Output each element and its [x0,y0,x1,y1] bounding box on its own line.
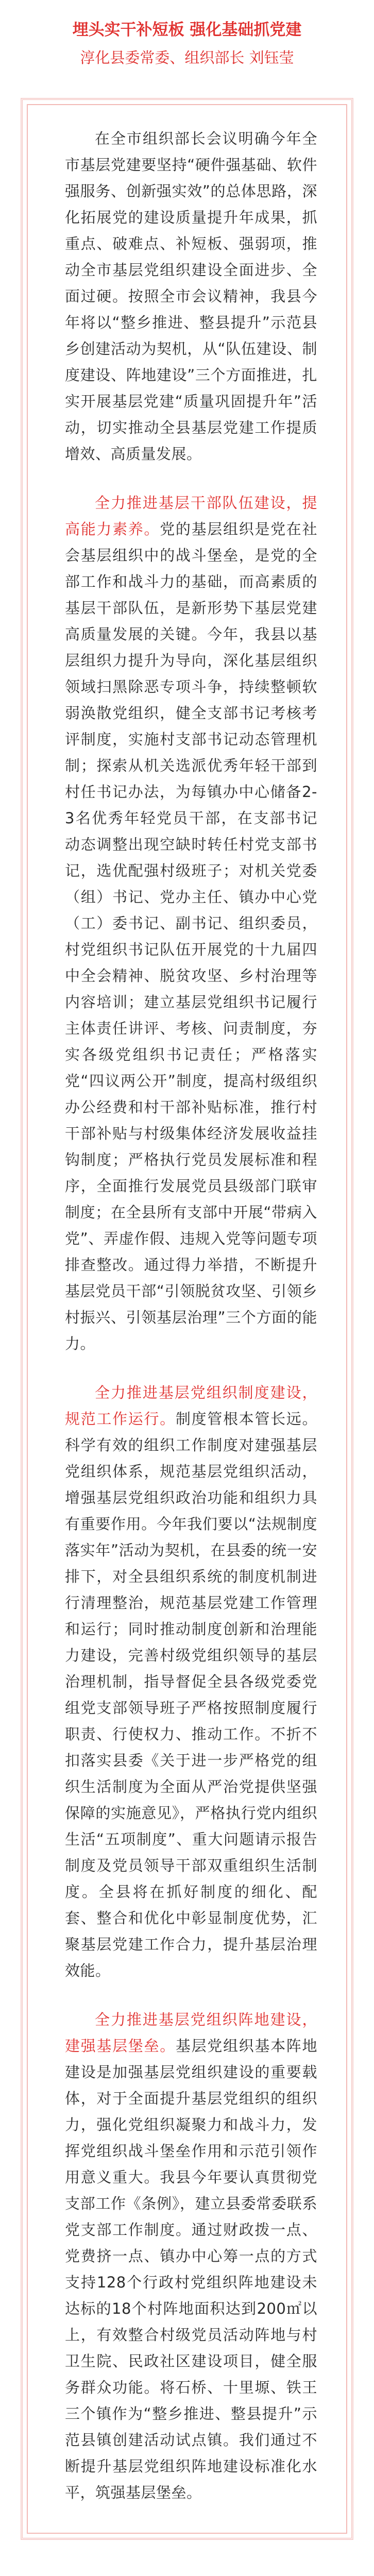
paragraph-text: 党的基层组织是党在社会基层组织中的战斗堡垒，是党的全部工作和战斗力的基础，而高素质的基层干部队伍，是新形势下基层党建高质量发展的关键。今年，我县以基层组织力提升为导向，深化基层组织领域扫黑除恶专项斗争，持续整顿软弱涣散党组织，健全支部书记考核考评制度，实施村支部书记动态管理机制；探索从机关选派优秀年轻干部到村任书记办法，为每镇办中心储备2-3名优秀年轻党员干部，在支部书记动态调整出现空缺时转任村党支部书记，选优配强村级班子；对机关党委（组）书记、党办主任、镇办中心党（工）委书记、副书记、组织委员，村党组织书记队伍开展党的十九届四中全会精神、脱贫攻坚、乡村治理等内容培训；建立基层党组织书记履行主体责任讲评、考核、问责制度，夯实各级党组织书记责任；严格落实党“四议两公开”制度，提高村级组织办公经费和村干部补贴标准，推行村干部补贴与村级集体经济发展收益挂钩制度；严格执行党员发展标准和程序，全面推行发展党员县级部门联审制度；在全县所有支部中开展“带病入党”、弄虚作假、违规入党等问题专项排查整改。通过得力举措，不断提升基层党员干部“引领脱贫攻坚、引领乡村振兴、引领基层治理”三个方面的能力。 [65,520,317,1352]
paragraph-base-building [65,2007,317,2506]
paragraph-text: 基层党组织基本阵地建设是加强基层党组织建设的重要载体，对于全面提升基层党组织的组织力，强化党组织凝聚力和战斗力，发挥党组织战斗堡垒作用和示范引领作用意义重大。我县今年要认真贯彻党支部工作《条例》，建立县委常委联系党支部工作制度。通过财政拨一点、党费挤一点、镇办中心筹一点的方式支持128个行政村党组织阵地建设未达标的18个村阵地面积达到200㎡以上，有效整合村级党员活动阵地与村卫生院、民政社区建设项目，健全服务群众功能。将石桥、十里塬、铁王三个镇作为“整乡推进、整县提升”示范县镇创建活动试点镇。我们通过不断提升基层党组织阵地建设标准化水平，筑强基层堡垒。 [65,2037,317,2501]
article-byline: 淳化县委常委、组织部长 刘钰莹 [80,49,294,66]
paragraph-team-building [65,490,317,1357]
paragraph-text: 制度管根本管长远。科学有效的组织工作制度对建强基层党组织体系，规范基层党组织活动，增强基层党组织政治功能和组织力具有重要作用。今年我们要以“法规制度落实年”活动为契机，在县委的统一安排下，对全县组织系统的制度机制进行清理整治，规范基层党建工作管理和运行；同时推动制度创新和治理能力建设，完善村级党组织领导的基层治理机制，指导督促全县各级党委党组党支部领导班子严格按照制度履行职责、行使权力、推动工作。不折不扣落实县委《关于进一步严格党的组织生活制度为全面从严治党提供坚强保障的实施意见》，严格执行党内组织生活“五项制度”、重大问题请示报告制度及党员领导干部双重组织生活制度。全县将在抓好制度的细化、配套、整合和优化中彰显制度优势，汇聚基层党建工作合力，提升基层治理效能。 [65,1410,317,1979]
paragraph-lead: 全力推进基层干部队伍建设，提高能力素养。 [65,494,317,538]
paragraph-system-building [65,1380,317,1984]
article-header [0,0,374,70]
article-title: 埋头实干补短板 强化基础抓党建 [72,21,302,39]
article-body [27,104,347,2534]
paragraph-lead: 全力推进基层党组织阵地建设，建强基层堡垒。 [65,2011,317,2055]
paragraph-text: 在全市组织部长会议明确今年全市基层党建要坚持“硬件强基础、软件强服务、创新强实效”的总体思路，深化拓展党的建设质量提升年成果，抓重点、破难点、补短板、强弱项，推动全市基层党组织建设全面进步、全面过硬。按照全市会议精神，我县今年将以“整乡推进、整县提升”示范县乡创建活动为契机，从“队伍建设、制度建设、阵地建设”三个方面推进，扎实开展基层党建“质量巩固提升年”活动，切实推动全县基层党建工作提质增效、高质量发展。 [65,130,317,463]
paragraph-lead: 全力推进基层党组织制度建设，规范工作运行。 [65,1384,317,1428]
paragraph-intro [65,126,317,467]
